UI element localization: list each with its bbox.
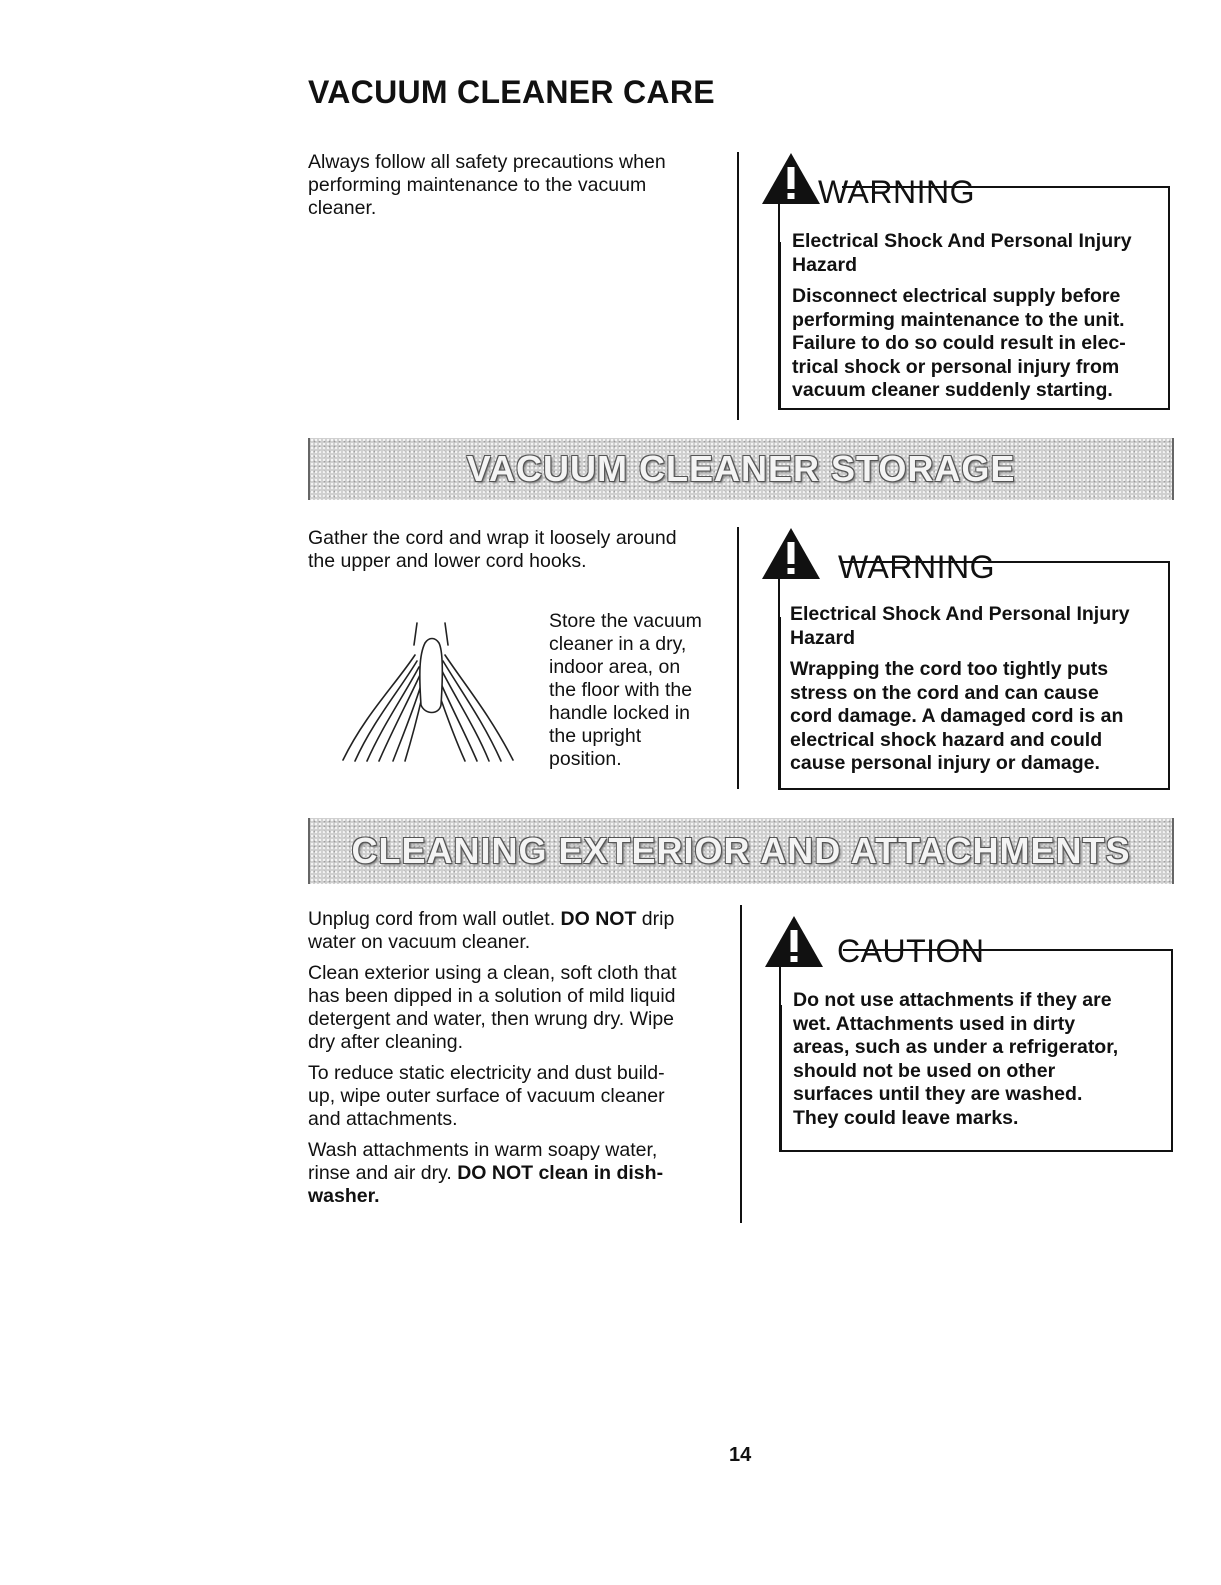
section-heading: VACUUM CLEANER STORAGE: [466, 448, 1016, 489]
warning-subtitle: Electrical Shock And Personal Injury Hazard: [792, 230, 1132, 276]
caution-notice: [763, 913, 1173, 1153]
page-number: 14: [729, 1444, 752, 1466]
warning-header: WARNING: [838, 549, 995, 585]
warning-triangle-icon: [763, 913, 825, 969]
cleaning-instructions: [308, 908, 728, 1208]
section-banner-cleaning: [308, 818, 1174, 884]
intro-line: performing maintenance to the vacuum: [308, 174, 647, 196]
section-banner-storage: [308, 438, 1174, 500]
section-heading: CLEANING EXTERIOR AND ATTACHMENTS: [351, 830, 1131, 871]
storage-instructions: Store the vacuum cleaner in a dry, indoor area, on the floor with the handle locked in the upright position.: [549, 610, 702, 770]
caution-header: CAUTION: [837, 933, 985, 969]
warning-body: Wrapping the cord too tightly puts stress on the cord and can cause cord damage. A damaged cord is an electrical shock hazard and could cause personal injury or damage.: [790, 658, 1124, 774]
intro-line: cleaner.: [308, 197, 377, 219]
paragraph: Unplug cord from wall outlet. DO NOT drip water on vacuum cleaner.: [308, 908, 675, 953]
storage-intro: Gather the cord and wrap it loosely around the upper and lower cord hooks.: [308, 527, 677, 572]
warning-triangle-icon: [760, 525, 822, 581]
column-divider: [740, 905, 742, 1223]
paragraph: To reduce static electricity and dust build- up, wipe outer surface of vacuum cleaner and attachments.: [308, 1062, 665, 1130]
cord-hook-icon: [335, 615, 525, 765]
paragraph: Clean exterior using a clean, soft cloth that has been dipped in a solution of mild liquid detergent and water, then wrung dry. Wipe dry after cleaning.: [308, 962, 677, 1053]
warning-notice-cord: [760, 525, 1170, 790]
warning-body: Disconnect electrical supply before performing maintenance to the unit. Failure to do so could result in elec- trical shock or personal injury from vacuum cleaner suddenly starting.: [792, 285, 1126, 401]
page-title: VACUUM CLEANER CARE: [308, 74, 715, 110]
paragraph: Wash attachments in warm soapy water, rinse and air dry. DO NOT clean in dish- washer.: [308, 1139, 664, 1207]
warning-notice-electrical: [760, 150, 1170, 410]
intro-paragraph: [308, 151, 708, 220]
warning-subtitle: Electrical Shock And Personal Injury Hazard: [790, 603, 1130, 649]
intro-line: Always follow all safety precautions when: [308, 151, 666, 173]
warning-text: [790, 603, 1162, 784]
warning-text: [792, 230, 1162, 411]
column-divider: [737, 527, 739, 789]
caution-text: Do not use attachments if they are wet. Attachments used in dirty areas, such as under a refrigerator, should not be used on other surfaces until they are washed. They could leave marks.: [793, 989, 1119, 1129]
warning-triangle-icon: [760, 150, 822, 206]
warning-header: WARNING: [818, 174, 975, 210]
column-divider: [737, 152, 739, 420]
